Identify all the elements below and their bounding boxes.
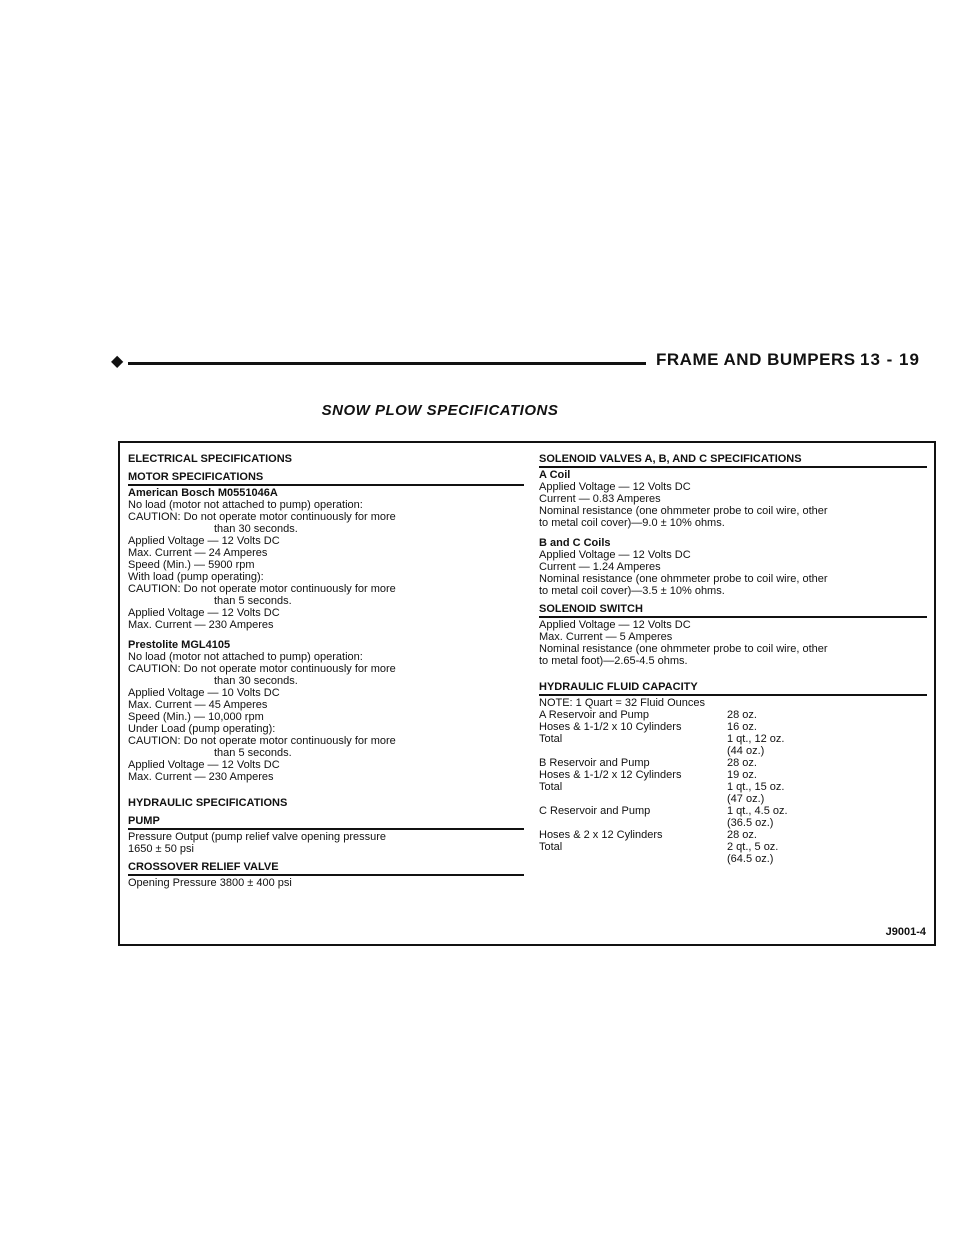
motor2-line: Applied Voltage — 12 Volts DC <box>128 759 280 771</box>
header-rule <box>128 362 646 365</box>
fluid-value: 1 qt., 4.5 oz. <box>727 805 788 817</box>
motor-heading: MOTOR SPECIFICATIONS <box>128 471 524 486</box>
fluid-label: B Reservoir and Pump <box>539 757 650 769</box>
fluid-label: Total <box>539 781 563 793</box>
fluid-capacity-table <box>539 709 927 865</box>
table-row <box>539 721 927 733</box>
page-number: 13 - 19 <box>860 350 920 369</box>
hydraulic-heading: HYDRAULIC SPECIFICATIONS <box>128 797 288 809</box>
motor2-line: Max. Current — 45 Amperes <box>128 699 268 711</box>
table-row <box>539 709 927 721</box>
bc-coils-line: to metal coil cover)—3.5 ± 10% ohms. <box>539 585 725 597</box>
table-row <box>539 769 927 781</box>
fluid-value: 28 oz. <box>727 709 757 721</box>
fluid-label: Hoses & 1-1/2 x 12 Cylinders <box>539 769 682 781</box>
fluid-value: 28 oz. <box>727 757 757 769</box>
motor2-line: than 5 seconds. <box>214 747 292 759</box>
solenoid-switch-line: to metal foot)—2.65-4.5 ohms. <box>539 655 688 667</box>
table-row <box>539 853 927 865</box>
bc-coils-name: B and C Coils <box>539 537 611 549</box>
table-row <box>539 805 927 817</box>
bc-coils-line: Nominal resistance (one ohmmeter probe to coil wire, other <box>539 573 828 585</box>
fluid-label: Hoses & 1-1/2 x 10 Cylinders <box>539 721 682 733</box>
solenoid-switch-line: Applied Voltage — 12 Volts DC <box>539 619 691 631</box>
fluid-label <box>539 817 727 829</box>
motor1-line: No load (motor not attached to pump) operation: <box>128 499 363 511</box>
a-coil-line: Current — 0.83 Amperes <box>539 493 661 505</box>
fluid-value: (47 oz.) <box>727 793 765 805</box>
table-row <box>539 829 927 841</box>
fluid-value: 28 oz. <box>727 829 757 841</box>
motor1-line: Speed (Min.) — 5900 rpm <box>128 559 255 571</box>
motor1-line: Max. Current — 24 Amperes <box>128 547 268 559</box>
motor1-line: With load (pump operating): <box>128 571 264 583</box>
a-coil-line: Applied Voltage — 12 Volts DC <box>539 481 691 493</box>
pump-heading: PUMP <box>128 815 524 830</box>
motor2-line: CAUTION: Do not operate motor continuously for more <box>128 735 396 747</box>
table-row <box>539 733 927 745</box>
motor2-line: CAUTION: Do not operate motor continuously for more <box>128 663 396 675</box>
fluid-value: 2 qt., 5 oz. <box>727 841 779 853</box>
bc-coils-line: Applied Voltage — 12 Volts DC <box>539 549 691 561</box>
fluid-label <box>539 853 727 865</box>
table-row <box>539 781 927 793</box>
diamond-icon: ◆ <box>111 353 124 370</box>
motor1-line: CAUTION: Do not operate motor continuously for more <box>128 511 396 523</box>
fluid-label: Total <box>539 841 563 853</box>
solenoid-switch-line: Max. Current — 5 Amperes <box>539 631 673 643</box>
page-title: SNOW PLOW SPECIFICATIONS <box>321 402 559 419</box>
left-column <box>128 453 524 889</box>
motor1-line: CAUTION: Do not operate motor continuously for more <box>128 583 396 595</box>
table-row <box>539 841 927 853</box>
pump-line: Pressure Output (pump relief valve opening pressure <box>128 831 387 843</box>
motor2-name: Prestolite MGL4105 <box>128 639 231 651</box>
motor1-line: Applied Voltage — 12 Volts DC <box>128 607 280 619</box>
solenoid-switch-line: Nominal resistance (one ohmmeter probe to coil wire, other <box>539 643 828 655</box>
motor1-line: Max. Current — 230 Amperes <box>128 619 274 631</box>
fluid-capacity-heading: HYDRAULIC FLUID CAPACITY <box>539 681 927 696</box>
motor2-line: Speed (Min.) — 10,000 rpm <box>128 711 264 723</box>
motor1-name: American Bosch M0551046A <box>128 487 278 499</box>
fluid-label: Hoses & 2 x 12 Cylinders <box>539 829 663 841</box>
fluid-note: NOTE: 1 Quart = 32 Fluid Ounces <box>539 697 705 709</box>
motor2-line: No load (motor not attached to pump) operation: <box>128 651 363 663</box>
fluid-label: A Reservoir and Pump <box>539 709 650 721</box>
motor2-line: Applied Voltage — 10 Volts DC <box>128 687 280 699</box>
motor2-line: Max. Current — 230 Amperes <box>128 771 274 783</box>
solenoid-switch-heading: SOLENOID SWITCH <box>539 603 927 618</box>
fluid-value: (64.5 oz.) <box>727 853 774 865</box>
table-row <box>539 817 927 829</box>
right-column <box>539 453 927 865</box>
solenoid-valves-heading: SOLENOID VALVES A, B, AND C SPECIFICATIONS <box>539 453 927 468</box>
motor2-line: than 30 seconds. <box>214 675 298 687</box>
fluid-label: Total <box>539 733 563 745</box>
table-row <box>539 757 927 769</box>
fluid-value: 1 qt., 15 oz. <box>727 781 785 793</box>
a-coil-name: A Coil <box>539 469 571 481</box>
fluid-label <box>539 793 727 805</box>
specifications-box <box>118 441 936 946</box>
crossover-line: Opening Pressure 3800 ± 400 psi <box>128 877 292 889</box>
fluid-label <box>539 745 727 757</box>
figure-id: J9001-4 <box>885 926 926 938</box>
motor1-line: Applied Voltage — 12 Volts DC <box>128 535 280 547</box>
fluid-value: (44 oz.) <box>727 745 765 757</box>
bc-coils-line: Current — 1.24 Amperes <box>539 561 661 573</box>
motor2-line: Under Load (pump operating): <box>128 723 276 735</box>
crossover-heading: CROSSOVER RELIEF VALVE <box>128 861 524 876</box>
a-coil-line: to metal coil cover)—9.0 ± 10% ohms. <box>539 517 725 529</box>
pump-line: 1650 ± 50 psi <box>128 843 194 855</box>
fluid-value: 19 oz. <box>727 769 757 781</box>
electrical-heading: ELECTRICAL SPECIFICATIONS <box>128 453 292 465</box>
motor1-line: than 30 seconds. <box>214 523 298 535</box>
section-title: FRAME AND BUMPERS <box>656 350 856 369</box>
table-row <box>539 745 927 757</box>
fluid-value: 16 oz. <box>727 721 757 733</box>
a-coil-line: Nominal resistance (one ohmmeter probe to coil wire, other <box>539 505 828 517</box>
fluid-value: (36.5 oz.) <box>727 817 774 829</box>
fluid-value: 1 qt., 12 oz. <box>727 733 785 745</box>
motor1-line: than 5 seconds. <box>214 595 292 607</box>
fluid-label: C Reservoir and Pump <box>539 805 651 817</box>
table-row <box>539 793 927 805</box>
